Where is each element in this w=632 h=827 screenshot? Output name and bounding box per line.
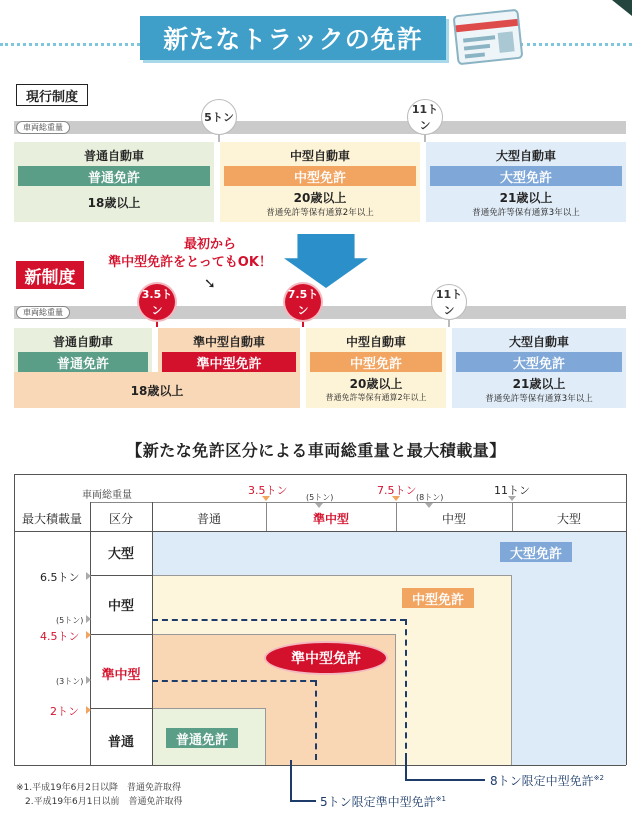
new-col-medium-age: 20歳以上 xyxy=(349,377,403,391)
gw-tick-11t: 11トン xyxy=(494,484,530,497)
callout-pointer-icon: ➘ xyxy=(204,276,216,292)
new-col-large-note: 普通免許等保有通算3年以上 xyxy=(485,394,593,404)
max-load-label: 最大積載量 xyxy=(21,512,82,526)
new-col-large-age: 21歳以上 xyxy=(512,377,566,391)
new-col-normal-name: 普通自動車 xyxy=(52,335,113,349)
new-col-large-name: 大型自動車 xyxy=(508,335,569,349)
gw-tick-8t: (8トン) xyxy=(416,493,444,502)
current-col-medium-note: 普通免許等保有通算2年以上 xyxy=(266,208,374,218)
col-header-normal: 普通 xyxy=(196,512,221,526)
five-ton-annotation: 5トン限定準中型免許$^{※1}$ xyxy=(320,795,446,809)
eight-ton-dash-h xyxy=(152,619,406,621)
license-card-icon xyxy=(453,9,524,66)
current-col-large-name: 大型自動車 xyxy=(495,149,556,163)
new-pin-7_5t: 7.5トン xyxy=(285,284,321,320)
current-col-normal-license: 普通免許 xyxy=(18,166,210,186)
row-label-semi-medium: 準中型 xyxy=(101,668,141,683)
load-tick-2t: 2トン xyxy=(50,705,79,718)
callout: 最初から 準中型免許をとってもOK！ xyxy=(108,237,272,270)
page-title: 新たなトラックの免許 xyxy=(163,25,423,54)
current-col-normal-name: 普通自動車 xyxy=(83,149,144,163)
col-header-semi-medium: 準中型 xyxy=(312,512,349,526)
table-frame-right xyxy=(626,474,627,765)
table-license-large: 大型免許 xyxy=(500,542,572,562)
table-license-semi-medium: 準中型免許 xyxy=(266,643,386,673)
eight-ton-dash-v xyxy=(405,619,407,759)
current-weight-bar-label: 車両総重量 xyxy=(16,121,70,134)
new-col-medium-name: 中型自動車 xyxy=(345,335,406,349)
current-col-large xyxy=(426,142,626,222)
gw-tick-3_5t: 3.5トン xyxy=(248,484,288,497)
banner xyxy=(140,16,446,60)
corner-fold-icon xyxy=(612,0,632,16)
current-col-large-age: 21歳以上 xyxy=(499,191,553,205)
banner-dots-left xyxy=(0,43,140,46)
row-label-large: 大型 xyxy=(107,547,134,562)
new-pin-11t: 11トン xyxy=(431,284,467,320)
gw-tick-7_5t: 7.5トン xyxy=(377,484,417,497)
table-title: 【新たな免許区分による車両総重量と最大積載量】 xyxy=(126,441,506,460)
table-frame-top xyxy=(14,474,626,475)
current-col-medium xyxy=(220,142,420,222)
new-col-large-license: 大型免許 xyxy=(456,352,622,372)
new-col-normal-license: 普通免許 xyxy=(18,352,148,372)
new-shared-age: 18歳以上 xyxy=(130,384,184,398)
current-weight-bar xyxy=(14,121,626,134)
new-col-large xyxy=(452,328,626,408)
new-system-label: 新制度 xyxy=(16,261,84,289)
current-col-medium-license: 中型免許 xyxy=(224,166,416,186)
new-col-medium xyxy=(306,328,446,408)
banner-dots-right xyxy=(520,43,632,46)
current-col-large-license: 大型免許 xyxy=(430,166,622,186)
row-label-medium: 中型 xyxy=(107,599,134,614)
eight-ton-annotation: 8トン限定中型免許$^{※2}$ xyxy=(490,774,604,788)
new-col-semi-medium-license: 準中型免許 xyxy=(162,352,296,372)
col-header-medium: 中型 xyxy=(441,512,466,526)
gw-tick-5t: (5トン) xyxy=(306,493,334,502)
footnote-2: 2.平成19年6月1日以前 普通免許取得 xyxy=(16,797,183,807)
current-col-medium-name: 中型自動車 xyxy=(289,149,350,163)
new-shared-age-band xyxy=(14,372,300,408)
row-label-normal: 普通 xyxy=(107,735,134,750)
table-license-medium: 中型免許 xyxy=(402,588,474,608)
new-col-semi-medium-name: 準中型自動車 xyxy=(192,335,265,349)
new-weight-bar-label: 車両総重量 xyxy=(16,306,70,319)
load-tick-3t: (3トン) xyxy=(56,677,84,686)
gross-weight-label: 車両総重量 xyxy=(82,490,132,501)
footnote-1: ※1.平成19年6月2日以降 普通免許取得 xyxy=(16,783,182,793)
five-ton-dash-h xyxy=(152,680,316,682)
load-tick-4_5t: 4.5トン xyxy=(40,630,80,643)
current-pin-5t: 5トン xyxy=(201,99,237,135)
new-pin-3_5t: 3.5トン xyxy=(139,284,175,320)
category-label: 区分 xyxy=(108,512,133,526)
current-col-large-note: 普通免許等保有通算3年以上 xyxy=(472,208,580,218)
current-pin-11t: 11トン xyxy=(407,99,443,135)
current-col-medium-age: 20歳以上 xyxy=(293,191,347,205)
current-col-normal xyxy=(14,142,214,222)
load-tick-5t: (5トン) xyxy=(56,616,84,625)
new-col-medium-license: 中型免許 xyxy=(310,352,442,372)
load-tick-6_5t: 6.5トン xyxy=(40,571,80,584)
transition-arrow-icon xyxy=(284,234,368,288)
table-frame-bottom xyxy=(14,765,626,766)
table-license-normal: 普通免許 xyxy=(166,728,238,748)
new-col-medium-note: 普通免許等保有通算2年以上 xyxy=(325,393,427,402)
col-header-large: 大型 xyxy=(556,512,581,526)
current-col-normal-age: 18歳以上 xyxy=(87,196,141,210)
current-system-label: 現行制度 xyxy=(16,84,88,106)
five-ton-dash-v xyxy=(315,680,317,760)
